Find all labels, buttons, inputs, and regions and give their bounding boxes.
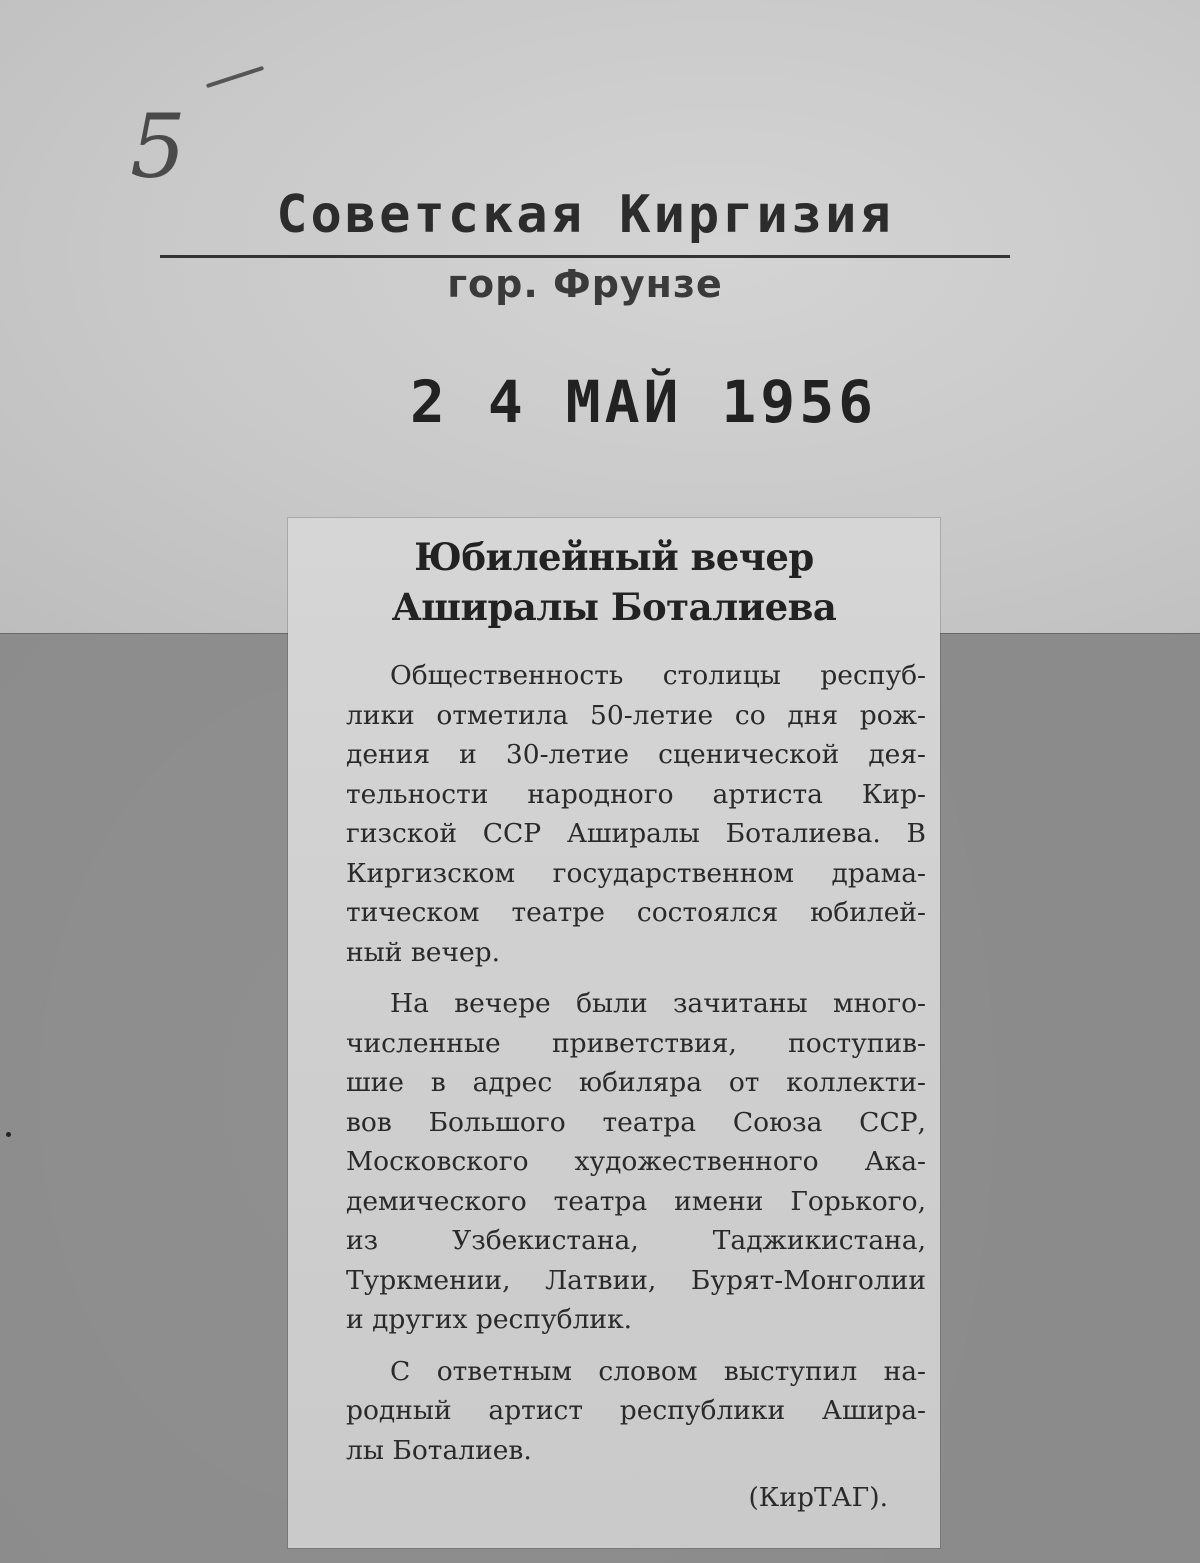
text-line: Московского художественного Ака- [346, 1146, 926, 1177]
text-line: и других республик. [346, 1304, 633, 1335]
text-line: лы Боталиев. [346, 1434, 532, 1466]
text-line: тельности народного артиста Кир- [346, 778, 926, 810]
dust-speck [6, 1132, 11, 1137]
text-line: из Узбекистана, Таджикистана, [346, 1225, 926, 1256]
text-line: Общественность столицы респуб- [390, 660, 926, 691]
text-line: лики отметила 50-летие со дня рож- [346, 699, 926, 731]
text-line: шие в адрес юбиляра от коллекти- [346, 1067, 926, 1098]
text-line: Туркмении, Латвии, Бурят-Монголии [346, 1264, 926, 1296]
text-line: демического театра имени Горького, [346, 1185, 926, 1217]
text-line: дения и 30-летие сценической дея- [346, 739, 926, 770]
text-line: гизской ССР Аширалы Боталиева. В [346, 818, 926, 849]
text-line: С ответным словом выступил на- [390, 1355, 926, 1387]
news-agency-credit: (КирТАГ). [748, 1482, 888, 1513]
paragraph-3 [302, 1352, 926, 1471]
article-clipping [288, 518, 940, 1548]
date-stamp: 2 4 МАЙ 1956 [410, 368, 878, 436]
city-stamp: гор. Фрунзе [447, 262, 723, 306]
text-line: родный артист республики Ашира- [346, 1395, 926, 1426]
article-headline [288, 532, 940, 632]
text-line: На вечере были зачитаны много- [390, 988, 926, 1019]
paragraph-1 [302, 656, 926, 972]
text-line: тическом театре состоялся юбилей- [346, 897, 926, 928]
handwritten-number: 5 [130, 95, 186, 198]
article-body [302, 656, 926, 1470]
pencil-stroke [206, 66, 264, 88]
text-line: ный вечер. [346, 936, 501, 968]
headline-line-1: Юбилейный вечер [414, 535, 814, 579]
newspaper-name-stamp: Советская Киргизия [276, 185, 894, 245]
text-line: Киргизском государственном драма- [346, 857, 926, 889]
text-line: вов Большого театра Союза ССР, [346, 1106, 926, 1138]
headline-line-2: Аширалы Боталиева [391, 585, 837, 629]
text-line: численные приветствия, поступив- [346, 1027, 926, 1059]
paragraph-2 [302, 984, 926, 1340]
stamp-rule [160, 255, 1010, 258]
